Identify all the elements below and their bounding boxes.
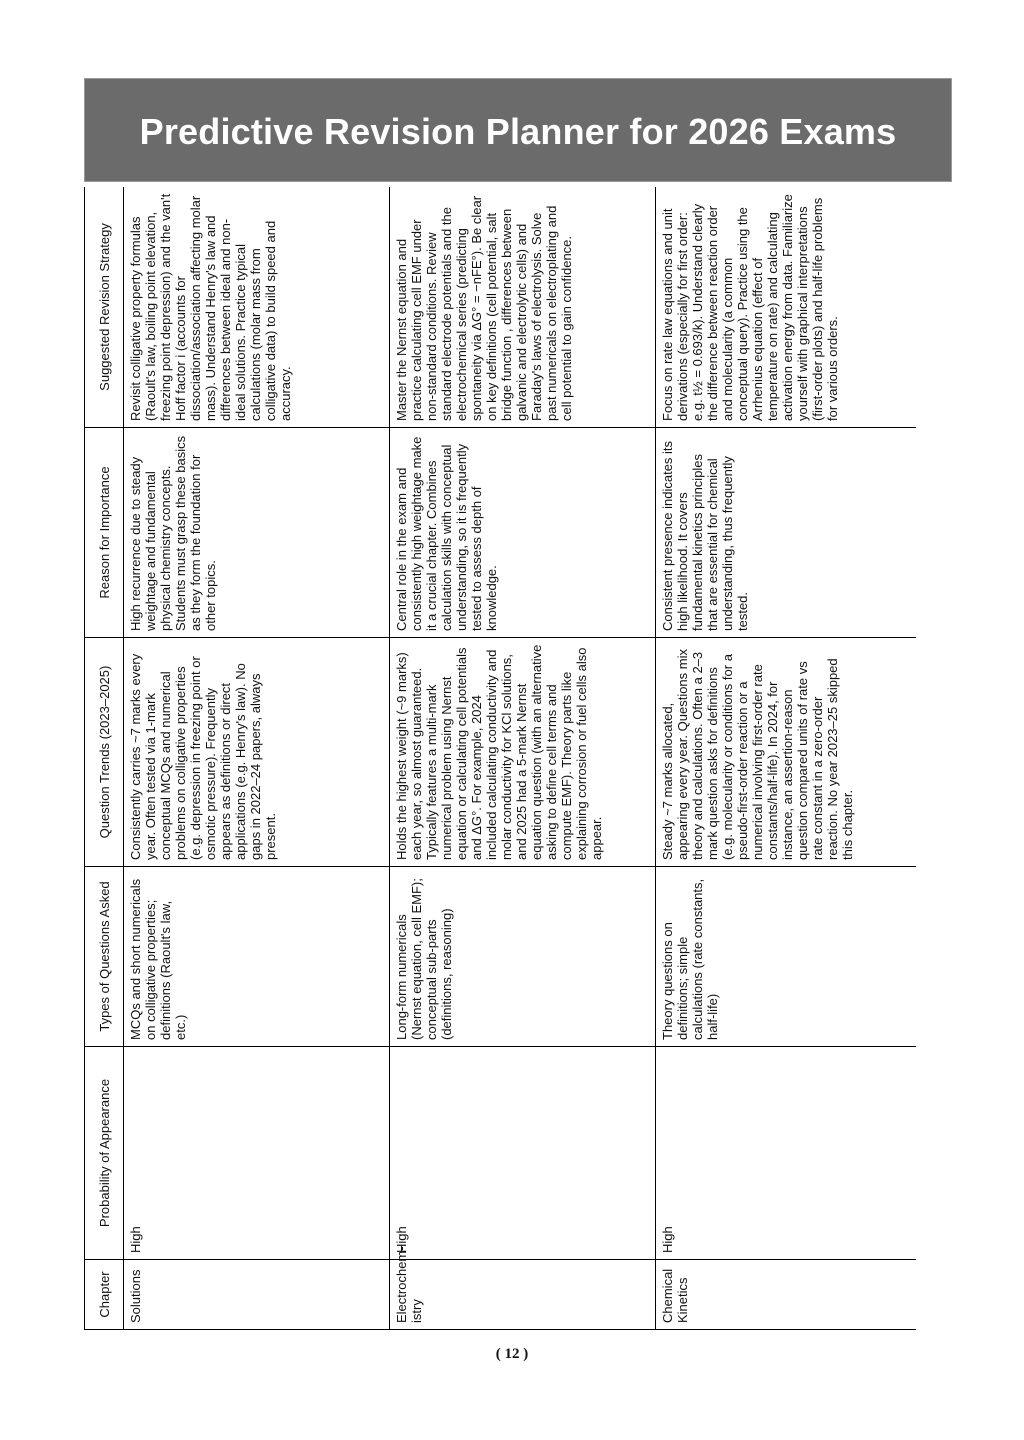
- table-row: [124, 187, 390, 1330]
- cell-types: Theory questions on definitions; simple calculations (rate constants, half-life): [656, 867, 917, 1047]
- header-types: Types of Questions Asked: [85, 867, 124, 1047]
- title-banner: [84, 78, 952, 182]
- cell-chapter: Solutions: [124, 1260, 390, 1330]
- cell-reason: Central role in the exam and consistently high weightage make it a crucial chapter. Combines calculation skills with conceptual understanding, so it is frequently tested to assess depth of knowledge.: [390, 428, 656, 638]
- table-row: [656, 187, 917, 1330]
- header-trends: Question Trends (2023–2025): [85, 638, 124, 867]
- cell-strategy: Revisit colligative property formulas (Raoult's law, boiling point elevation, freezing point depression) and the van't Hoff factor i (accounts for dissociation/association affecting molar mass). Understand Henry's law and differences between ideal and non-ideal solutions. Practice typical calculations (molar mass from colligative data) to build speed and accuracy.: [124, 187, 390, 428]
- cell-trends: Consistently carries ~7 marks every year. Often tested via 1-mark conceptual MCQs and numerical problems on colligative properties (e.g. depression in freezing point or osmotic pressure). Frequently appears as definitions or direct applications (e.g. Henry's law). No gaps in 2022–24 papers, always present.: [124, 638, 390, 867]
- header-chapter: Chapter: [85, 1260, 124, 1330]
- cell-chapter: Chemical Kinetics: [656, 1260, 917, 1330]
- cell-trends: Holds the highest weight (~9 marks) each year, so almost guaranteed. Typically features a multi-mark numerical problem using Nernst equation or calculating cell potentials and ΔG°. For example, 2024 included calculating conductivity and molar conductivity for KCl solutions, and 2025 had a 5-mark Nernst equation question (with an alternative asking to define cell terms and compute EMF). Theory parts like explaining corrosion or fuel cells also appear.: [390, 638, 656, 867]
- table-header-row: [85, 187, 124, 1330]
- cell-chapter: Electrochem-istry: [390, 1260, 656, 1330]
- cell-types: Long-form numericals (Nernst equation, cell EMF); conceptual sub-parts (definitions, reasoning): [390, 867, 656, 1047]
- header-strategy: Suggested Revision Strategy: [85, 187, 124, 428]
- cell-probability: High: [656, 1047, 917, 1260]
- cell-reason: Consistent presence indicates its high likelihood. It covers fundamental kinetics principles that are essential for chemical understanding, thus frequently tested.: [656, 428, 917, 638]
- cell-trends: Steady ~7 marks allocated, appearing every year. Questions mix theory and calculations. Often a 2–3 mark question asks for definitions (e.g. molecularity or conditions for a pseudo-first-order reaction or a numerical involving first-order rate constants/half-life). In 2024, for instance, an assertion-reason question compared units of rate vs rate constant in a zero-order reaction. No year 2023–25 skipped this chapter.: [656, 638, 917, 867]
- page-title: Predictive Revision Planner for 2026 Exams: [139, 111, 897, 152]
- page-number: ( 12 ): [495, 1346, 529, 1362]
- header-probability: Probability of Appearance: [85, 1047, 124, 1260]
- cell-reason: High recurrence due to steady weightage and fundamental physical chemistry concepts. Students must grasp these basics as they form the foundation for other topics.: [124, 428, 390, 638]
- cell-types: MCQs and short numericals on colligative properties; definitions (Raoult's law, etc.): [124, 867, 390, 1047]
- table-row: [390, 187, 656, 1330]
- cell-probability: High: [124, 1047, 390, 1260]
- cell-strategy: Master the Nernst equation and practice calculating cell EMF under non-standard conditions. Review standard electrode potentials and the electrochemical series (predicting spontaneity via ΔG° = −nFE°). Be clear on key definitions (cell potential, salt bridge function , differences between galvanic and electrolytic cells) and Faraday's laws of electrolysis. Solve past numericals on electroplating and cell potential to gain confidence.: [390, 187, 656, 428]
- header-reason: Reason for Importance: [85, 428, 124, 638]
- revision-table: [84, 187, 916, 1330]
- cell-probability: High: [390, 1047, 656, 1260]
- rotated-table: [84, 187, 916, 1330]
- table-container: [84, 187, 916, 1330]
- cell-strategy: Focus on rate law equations and unit derivations (especially for first order: e.g. t½ = 0.693/k). Understand clearly the difference between reaction order and molecularity (a common conceptual query). Practice using the Arrhenius equation (effect of temperature on rate) and calculating activation energy from data. Familiarize yourself with graphical interpretations (first-order plots) and half-life problems for various orders.: [656, 187, 917, 428]
